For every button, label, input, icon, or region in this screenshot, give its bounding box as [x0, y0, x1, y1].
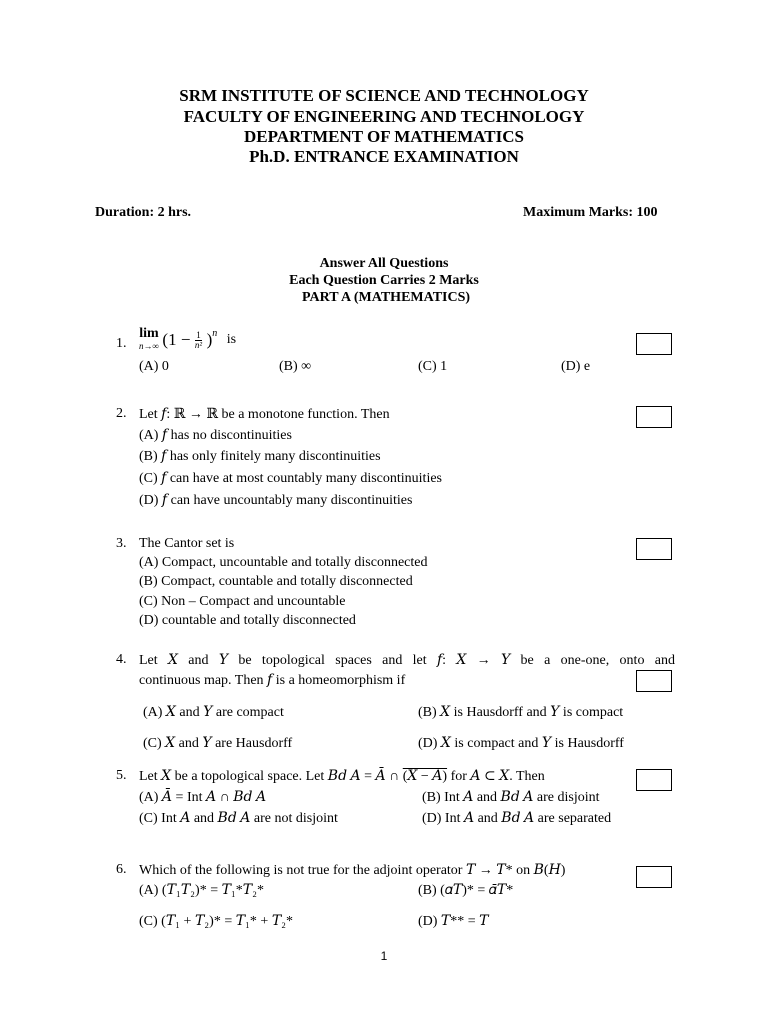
question-2-option-c: (C) 𝑓 can have at most countably many discontinuities	[139, 471, 443, 486]
question-3-option-b: (B) Compact, countable and totally disconnected	[139, 574, 413, 589]
question-6-stem: Which of the following is not true for the adjoint operator 𝑇 → 𝑇* on 𝐵(𝐻)	[139, 863, 566, 878]
question-1-option-d: (D) e	[561, 359, 591, 374]
question-4-option-a: (A) 𝑋 and 𝑌 are compact	[143, 705, 284, 720]
question-6-option-a: (A) (𝑇₁𝑇₂)* = 𝑇₁*𝑇₂*	[139, 883, 265, 898]
duration: Duration: 2 hrs.	[95, 205, 192, 220]
question-1-stem	[139, 328, 236, 358]
fraction-denominator: n²	[194, 339, 203, 350]
lim-exponent: n	[212, 328, 218, 339]
question-2-stem: Let 𝑓: ℝ → ℝ be a monotone function. Then	[139, 407, 390, 422]
question-6-answer-box[interactable]	[636, 866, 672, 888]
question-5-answer-box[interactable]	[636, 769, 672, 791]
fraction	[195, 331, 202, 350]
lim-open: (1 −	[162, 330, 191, 349]
question-2-number: 2.	[116, 406, 127, 421]
question-4-number: 4.	[116, 652, 127, 667]
max-marks: Maximum Marks: 100	[523, 205, 658, 220]
question-5-stem-post: for 𝐴 ⊂ 𝑋. Then	[447, 769, 545, 784]
lim-close: )	[206, 330, 213, 349]
question-3-answer-box[interactable]	[636, 538, 672, 560]
instruction-answer-all: Answer All Questions	[319, 256, 449, 271]
question-5-stem	[139, 768, 545, 785]
question-6-option-c: (C) (𝑇₁ + 𝑇₂)* = 𝑇₁* + 𝑇₂*	[139, 914, 294, 929]
part-heading: PART A (MATHEMATICS)	[302, 290, 471, 305]
question-6-number: 6.	[116, 862, 127, 877]
instruction-marks: Each Question Carries 2 Marks	[289, 273, 479, 288]
question-1-option-c: (C) 1	[418, 359, 448, 374]
question-5-option-c: (C) Int 𝐴 and 𝐵𝑑 𝐴 are not disjoint	[139, 811, 338, 826]
question-6-option-b: (B) (𝛼𝑇)* = 𝛼̄𝑇*	[418, 883, 514, 898]
lim-subscript: n→∞	[139, 341, 159, 351]
question-4-stem-line1: Let 𝑋 and 𝑌 be topological spaces and let 𝑓: 𝑋 → 𝑌 be a one-one, onto and	[139, 653, 675, 668]
question-2-option-b: (B) 𝑓 has only finitely many discontinuities	[139, 449, 381, 464]
question-5-option-a: (A) 𝐴̄ = Int 𝐴 ∩ 𝐵𝑑 𝐴	[139, 790, 267, 805]
question-3-option-c: (C) Non – Compact and uncountable	[139, 594, 346, 609]
question-5-complement: (𝑋 − 𝐴)	[402, 769, 448, 784]
question-4-option-c: (C) 𝑋 and 𝑌 are Hausdorff	[143, 736, 293, 751]
question-1-number: 1.	[116, 336, 127, 351]
question-5-number: 5.	[116, 768, 127, 783]
page-number: 1	[380, 949, 388, 963]
question-4-stem-line2: continuous map. Then 𝑓 is a homeomorphism if	[139, 673, 406, 688]
question-2-option-d: (D) 𝑓 can have uncountably many discontinuities	[139, 493, 413, 508]
fraction-numerator: 1	[196, 329, 201, 340]
question-5-stem-pre: Let 𝑋 be a topological space. Let 𝐵𝑑 𝐴 = 𝐴̄ ∩	[139, 769, 403, 784]
exam-title: Ph.D. ENTRANCE EXAMINATION	[249, 147, 519, 166]
question-6-option-d: (D) 𝑇** = 𝑇	[418, 914, 489, 929]
question-3-stem: The Cantor set is	[139, 536, 235, 551]
question-2-answer-box[interactable]	[636, 406, 672, 428]
lim-tail: is	[226, 332, 237, 347]
question-1-answer-box[interactable]	[636, 333, 672, 355]
question-2-option-a: (A) 𝑓 has no discontinuities	[139, 428, 292, 443]
department-title: DEPARTMENT OF MATHEMATICS	[244, 127, 524, 146]
lim-operator: lim	[139, 326, 159, 341]
question-1-option-b: (B) ∞	[279, 359, 312, 374]
question-4-option-d: (D) 𝑋 is compact and 𝑌 is Hausdorff	[418, 736, 624, 751]
question-4-answer-box[interactable]	[636, 670, 672, 692]
question-4-option-b: (B) 𝑋 is Hausdorff and 𝑌 is compact	[418, 705, 624, 720]
question-1-option-a: (A) 0	[139, 359, 169, 374]
question-3-option-a: (A) Compact, uncountable and totally disconnected	[139, 555, 428, 570]
faculty-title: FACULTY OF ENGINEERING AND TECHNOLOGY	[183, 107, 585, 126]
institute-title: SRM INSTITUTE OF SCIENCE AND TECHNOLOGY	[179, 86, 589, 105]
question-5-option-b: (B) Int 𝐴 and 𝐵𝑑 𝐴 are disjoint	[422, 790, 600, 805]
question-3-number: 3.	[116, 536, 127, 551]
question-5-option-d: (D) Int 𝐴 and 𝐵𝑑 𝐴 are separated	[422, 811, 612, 826]
question-3-option-d: (D) countable and totally disconnected	[139, 613, 356, 628]
